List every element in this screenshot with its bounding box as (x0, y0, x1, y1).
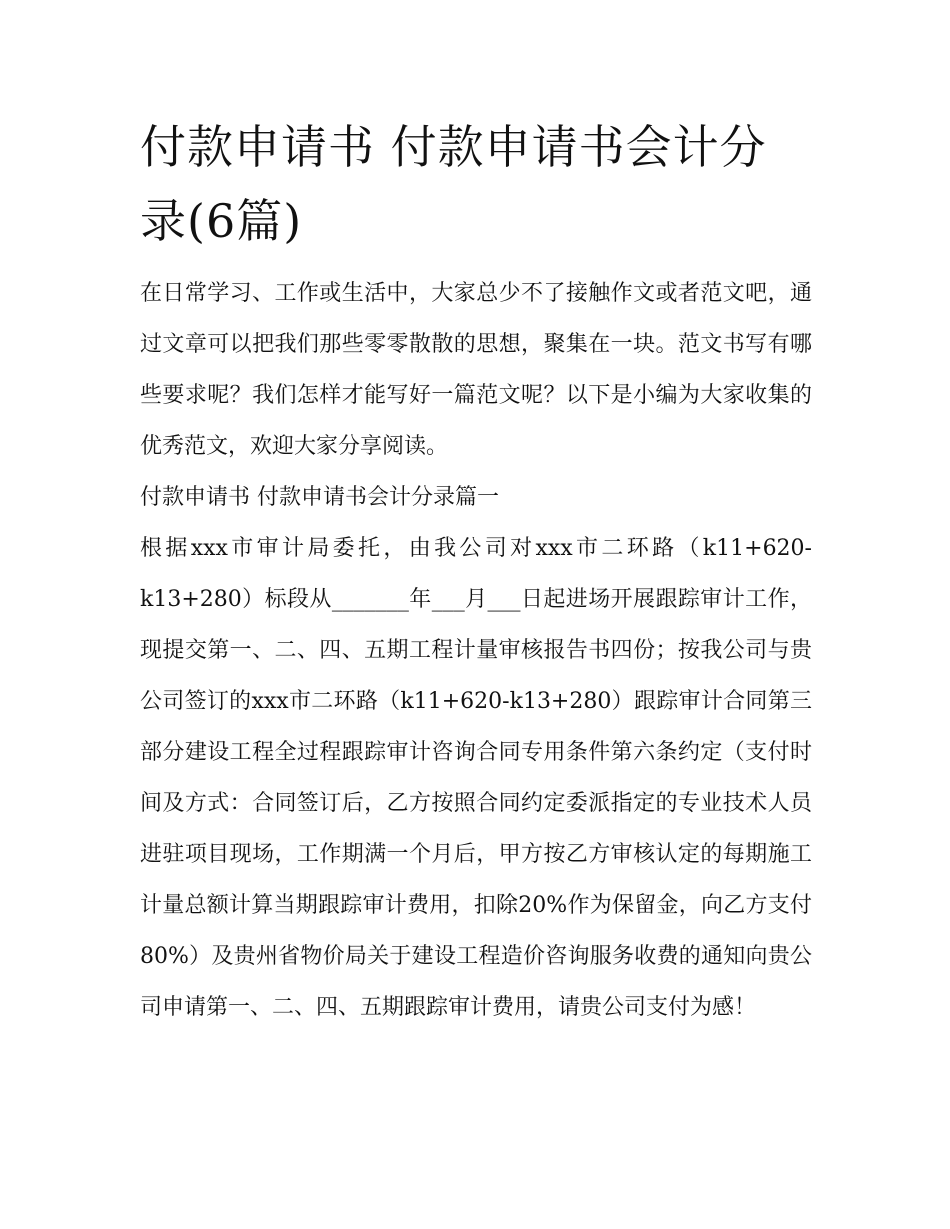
document-page (140, 110, 812, 1033)
intro-paragraph: 在日常学习、工作或生活中，大家总少不了接触作文或者范文吧，通过文章可以把我们那些零零散散的思想，聚集在一块。范文书写有哪些要求呢？我们怎样才能写好一篇范文呢？以下是小编为大家收集的优秀范文，欢迎大家分享阅读。 (140, 281, 812, 459)
body-paragraph: 根据xxx市审计局委托，由我公司对xxx市二环路（k11+620-k13+280）标段从_______年___月___日起进场开展跟踪审计工作，现提交第一、二、四、五期工程计量审核报告书四份；按我公司与贵公司签订的xxx市二环路（k11+620-k13+280）跟踪审计合同第三部分建设工程全过程跟踪审计咨询合同专用条件第六条约定（支付时间及方式：合同签订后，乙方按照合同约定委派指定的专业技术人员进驻项目现场，工作期满一个月后，甲方按乙方审核认定的每期施工计量总额计算当期跟踪审计费用，扣除20%作为保留金，向乙方支付80%）及贵州省物价局关于建设工程造价咨询服务收费的通知向贵公司申请第一、二、四、五期跟踪审计费用，请贵公司支付为感！ (140, 536, 812, 1020)
section-heading: 付款申请书 付款申请书会计分录篇一 (140, 485, 499, 510)
document-title: 付款申请书 付款申请书会计分录(6篇) (140, 120, 767, 248)
